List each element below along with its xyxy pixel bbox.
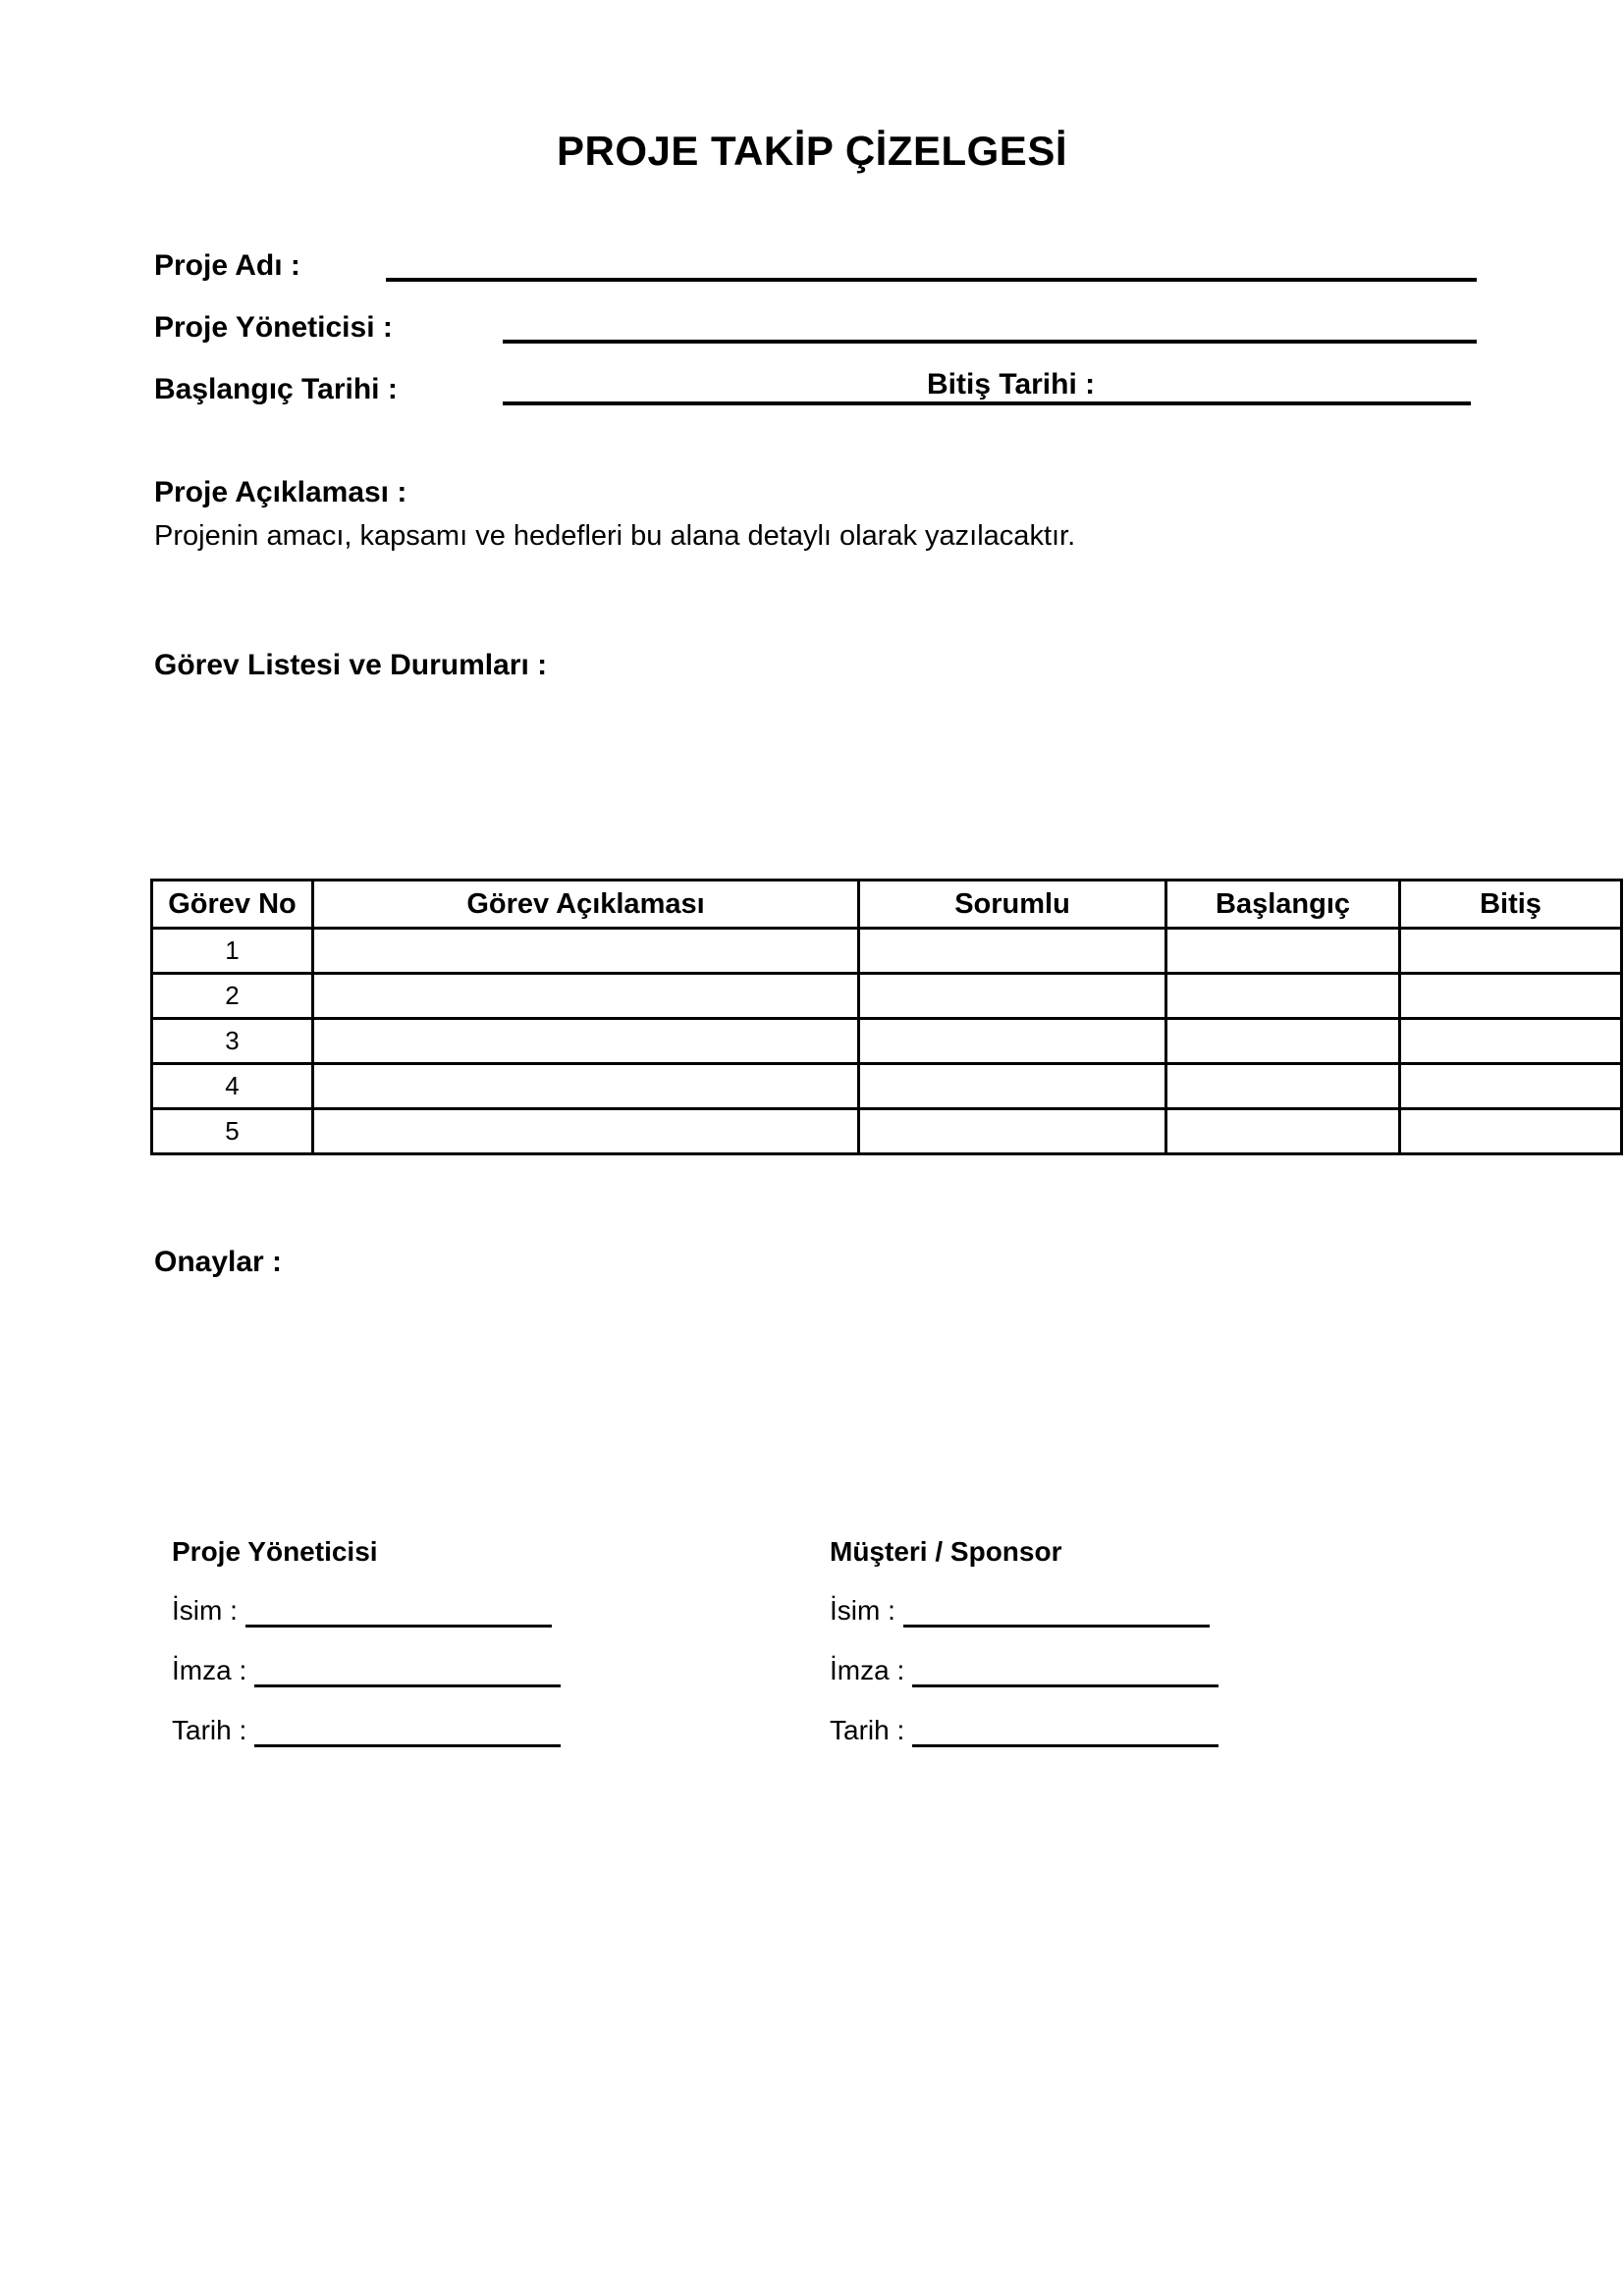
project-name-fill-line[interactable]: [386, 278, 1477, 282]
task-description-cell[interactable]: [313, 929, 859, 974]
task-responsible-cell[interactable]: [859, 929, 1166, 974]
task-row: [152, 1064, 1622, 1109]
task-description-cell[interactable]: [313, 1109, 859, 1154]
signature-name-row: [172, 1592, 561, 1628]
end-date-label: Bitiş Tarihi :: [927, 368, 1096, 400]
task-start-cell[interactable]: [1166, 1019, 1400, 1064]
task-start-cell[interactable]: [1166, 929, 1400, 974]
task-row: [152, 1109, 1622, 1154]
task-list-heading: Görev Listesi ve Durumları :: [154, 649, 548, 681]
task-end-cell[interactable]: [1400, 929, 1622, 974]
start-date-label: Başlangıç Tarihi :: [154, 373, 398, 405]
task-end-cell[interactable]: [1400, 1019, 1622, 1064]
header-sorumlu: Sorumlu: [859, 881, 1166, 929]
task-responsible-cell[interactable]: [859, 1109, 1166, 1154]
signature-label: İmza :: [830, 1655, 905, 1685]
signature-block-title: Proje Yöneticisi: [172, 1536, 378, 1567]
signature-fill-line[interactable]: [912, 1655, 1218, 1687]
date-fill-line[interactable]: [912, 1715, 1218, 1747]
task-end-cell[interactable]: [1400, 974, 1622, 1019]
approvals-heading: Onaylar :: [154, 1246, 283, 1278]
task-description-cell[interactable]: [313, 1019, 859, 1064]
signature-fill-line[interactable]: [254, 1655, 561, 1687]
header-bitis: Bitiş: [1400, 881, 1622, 929]
header-baslangic: Başlangıç: [1166, 881, 1400, 929]
task-responsible-cell[interactable]: [859, 974, 1166, 1019]
task-description-cell[interactable]: [313, 1064, 859, 1109]
date-fill-line[interactable]: [254, 1715, 561, 1747]
date-label: Tarih :: [830, 1715, 905, 1745]
signature-block-title: Müşteri / Sponsor: [830, 1536, 1062, 1567]
task-start-cell[interactable]: [1166, 1109, 1400, 1154]
signature-block-customer-sponsor: [830, 1535, 1218, 1747]
task-row: [152, 974, 1622, 1019]
project-manager-label: Proje Yöneticisi :: [154, 311, 393, 344]
signature-sign-row: [172, 1652, 561, 1687]
description-heading: Proje Açıklaması :: [154, 476, 407, 508]
project-name-label: Proje Adı :: [154, 249, 300, 282]
task-end-cell[interactable]: [1400, 1064, 1622, 1109]
name-fill-line[interactable]: [903, 1595, 1210, 1628]
task-no-cell: 2: [152, 974, 313, 1019]
task-no-cell: 4: [152, 1064, 313, 1109]
task-start-cell[interactable]: [1166, 974, 1400, 1019]
signature-date-row: [830, 1712, 1218, 1747]
task-responsible-cell[interactable]: [859, 1019, 1166, 1064]
description-body: Projenin amacı, kapsamı ve hedefleri bu alana detaylı olarak yazılacaktır.: [154, 520, 1076, 552]
task-end-cell[interactable]: [1400, 1109, 1622, 1154]
task-table: [150, 879, 1623, 1155]
signature-block-project-manager: [172, 1535, 561, 1747]
project-manager-fill-line[interactable]: [503, 340, 1477, 344]
task-table-header-row: [152, 881, 1622, 929]
signature-sign-row: [830, 1652, 1218, 1687]
task-no-cell: 3: [152, 1019, 313, 1064]
task-responsible-cell[interactable]: [859, 1064, 1166, 1109]
name-label: İsim :: [172, 1595, 238, 1626]
task-row: [152, 1019, 1622, 1064]
task-description-cell[interactable]: [313, 974, 859, 1019]
task-no-cell: 1: [152, 929, 313, 974]
name-label: İsim :: [830, 1595, 895, 1626]
signature-label: İmza :: [172, 1655, 247, 1685]
task-no-cell: 5: [152, 1109, 313, 1154]
signature-date-row: [172, 1712, 561, 1747]
task-start-cell[interactable]: [1166, 1064, 1400, 1109]
date-label: Tarih :: [172, 1715, 247, 1745]
task-row: [152, 929, 1622, 974]
header-gorev-aciklamasi: Görev Açıklaması: [313, 881, 859, 929]
signature-name-row: [830, 1592, 1218, 1628]
name-fill-line[interactable]: [245, 1595, 552, 1628]
page-title: PROJE TAKİP ÇİZELGESİ: [556, 128, 1068, 174]
header-gorev-no: Görev No: [152, 881, 313, 929]
